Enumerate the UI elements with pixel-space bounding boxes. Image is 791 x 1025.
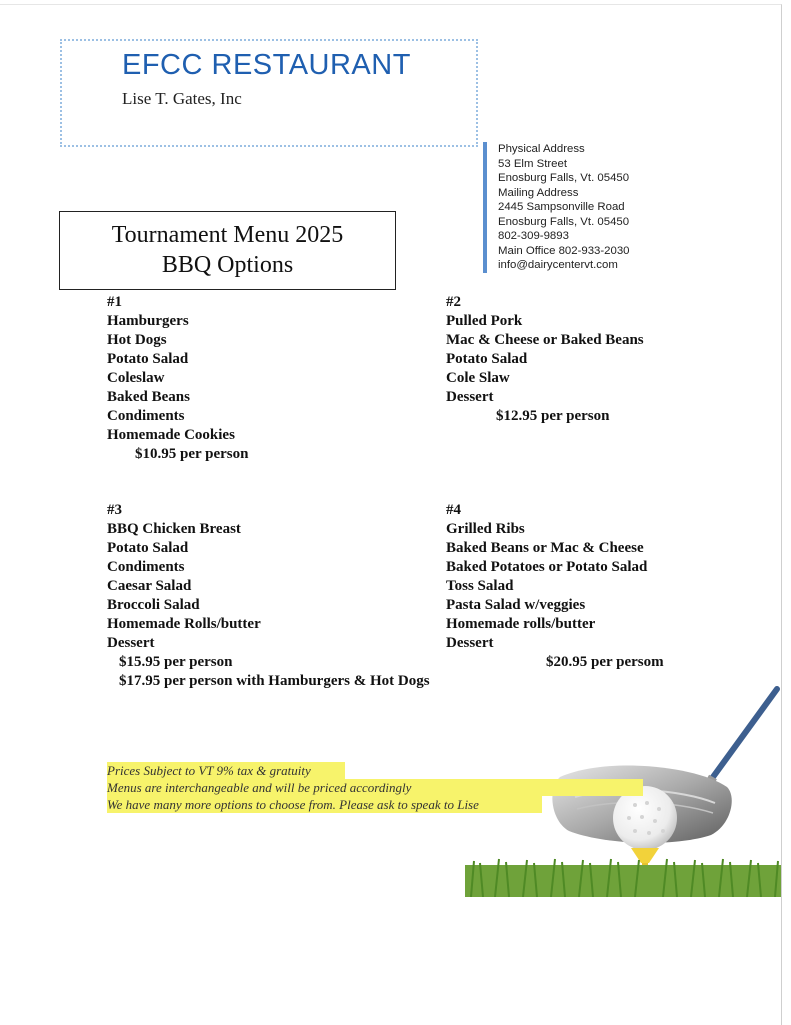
- menu-number: #3: [107, 502, 122, 518]
- menu-item: Pasta Salad w/veggies: [446, 597, 586, 613]
- menu-title-box: [59, 211, 396, 290]
- menu-item: Caesar Salad: [107, 578, 192, 594]
- menu-option-2: [446, 293, 644, 426]
- address-block: [483, 142, 630, 273]
- menu-item: Potato Salad: [107, 351, 189, 367]
- menu-price: $20.95 per persom: [546, 654, 664, 670]
- menu-item: Grilled Ribs: [446, 521, 525, 537]
- menu-number: #1: [107, 294, 122, 310]
- owner-name: Lise T. Gates, Inc: [122, 89, 242, 108]
- menu-price: $10.95 per person: [135, 446, 249, 462]
- menu-item: Coleslaw: [107, 370, 165, 386]
- menu-item: Homemade Rolls/butter: [107, 616, 261, 632]
- menu-item: Cole Slaw: [446, 370, 510, 386]
- restaurant-name: EFCC RESTAURANT: [122, 49, 411, 81]
- note-tax: Prices Subject to VT 9% tax & gratuity: [107, 762, 345, 779]
- menu-price: $15.95 per person: [119, 654, 233, 670]
- menu-option-1: [107, 293, 248, 464]
- menu-item: Potato Salad: [446, 351, 528, 367]
- phone: 802-309-9893: [498, 230, 569, 242]
- menu-item: Homemade Cookies: [107, 427, 235, 443]
- address-line: 53 Elm Street: [498, 157, 568, 170]
- menu-item: Hamburgers: [107, 313, 189, 329]
- notes-block: [107, 762, 643, 813]
- main-office-phone: Main Office 802-933-2030: [498, 244, 630, 257]
- menu-item: Condiments: [107, 408, 185, 424]
- email: info@dairycentervt.com: [498, 259, 618, 271]
- menu-number: #4: [446, 502, 461, 518]
- menu-option-3: [107, 501, 430, 691]
- menu-item: Potato Salad: [107, 540, 189, 556]
- menu-price-alt: $17.95 per person with Hamburgers & Hot Dogs: [119, 673, 430, 689]
- menu-item: Dessert: [107, 635, 155, 651]
- header-box: [60, 39, 478, 147]
- address-label-physical: Physical Address: [498, 143, 585, 155]
- menu-item: BBQ Chicken Breast: [107, 521, 241, 537]
- menu-item: Mac & Cheese or Baked Beans: [446, 332, 644, 348]
- menu-subtitle: BBQ Options: [161, 252, 294, 278]
- address-line: Enosburg Falls, Vt. 05450: [498, 215, 630, 228]
- menu-number: #2: [446, 294, 461, 310]
- menu-item: Baked Beans: [107, 389, 190, 405]
- note-more-options: We have many more options to choose from. Please ask to speak to Lise: [107, 796, 542, 813]
- menu-item: Toss Salad: [446, 578, 514, 594]
- menu-item: Condiments: [107, 559, 185, 575]
- menu-item: Hot Dogs: [107, 332, 167, 348]
- address-line: 2445 Sampsonville Road: [498, 201, 625, 213]
- menu-item: Dessert: [446, 635, 494, 651]
- address-label-mailing: Mailing Address: [498, 186, 579, 199]
- menu-item: Homemade rolls/butter: [446, 616, 596, 632]
- menu-option-4: [446, 501, 664, 672]
- note-interchangeable: Menus are interchangeable and will be priced accordingly: [107, 779, 643, 796]
- menu-price: $12.95 per person: [496, 408, 610, 424]
- menu-item: Pulled Pork: [446, 313, 523, 329]
- menu-item: Baked Potatoes or Potato Salad: [446, 559, 648, 575]
- address-line: Enosburg Falls, Vt. 05450: [498, 172, 630, 184]
- menu-item: Broccoli Salad: [107, 597, 200, 613]
- menu-title: Tournament Menu 2025: [111, 222, 344, 248]
- menu-item: Baked Beans or Mac & Cheese: [446, 540, 644, 556]
- menu-item: Dessert: [446, 389, 494, 405]
